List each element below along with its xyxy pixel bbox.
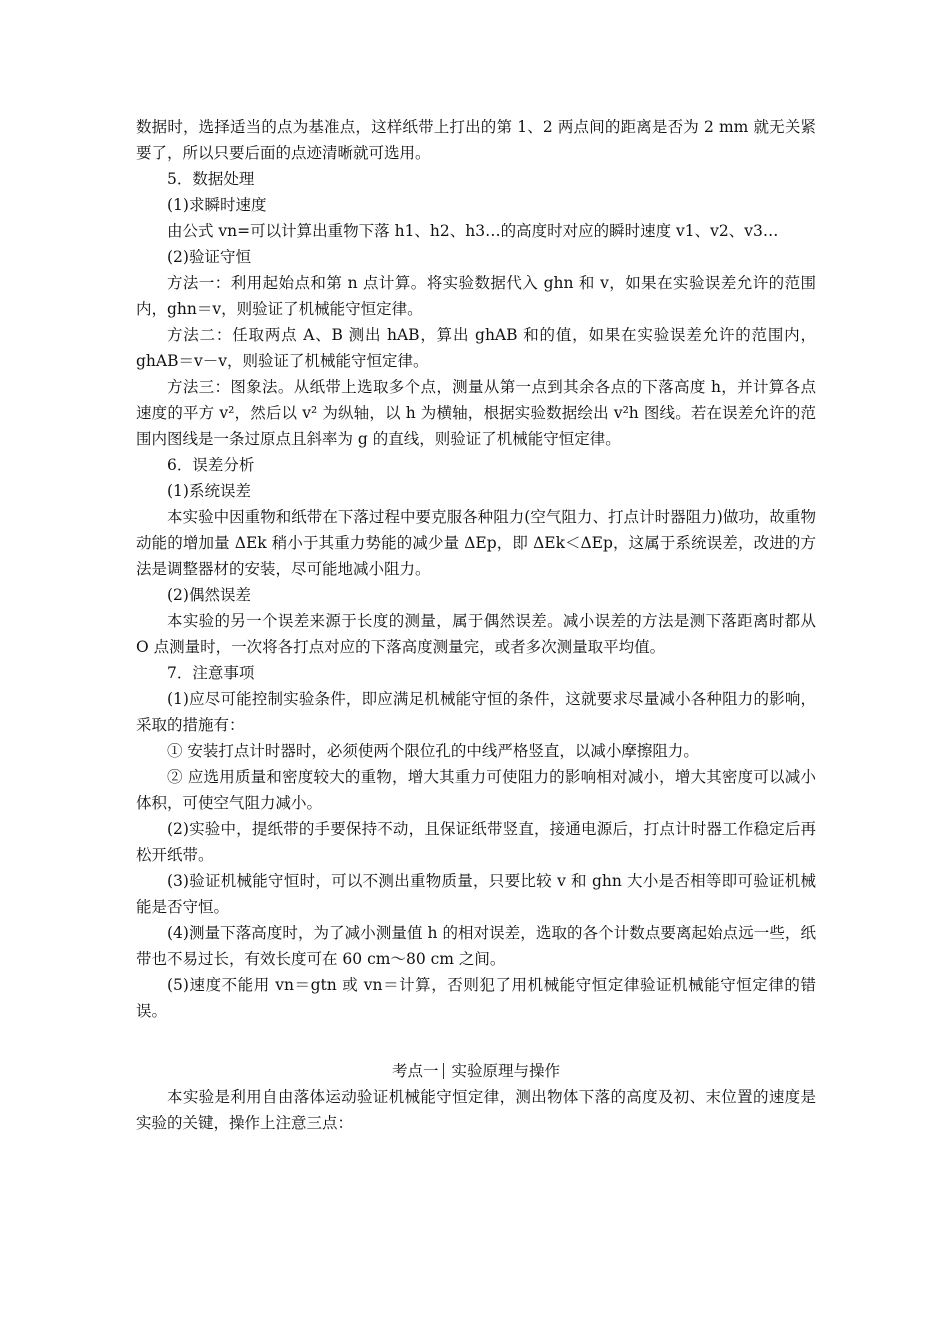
- subheading-instant-velocity: (1)求瞬时速度: [167, 196, 267, 214]
- paragraph: (5)速度不能用 vn＝gtn 或 vn＝计算，否则犯了用机械能守恒定律验证机械能守恒定律的错误。: [136, 976, 816, 1020]
- subheading-random-error: (2)偶然误差: [167, 586, 251, 604]
- paragraph: 本实验的另一个误差来源于长度的测量，属于偶然误差。减小误差的方法是测下落距离时都从 O 点测量时，一次将各打点对应的下落高度测量完，或者多次测量取平均值。: [136, 612, 816, 656]
- list-item: ② 应选用质量和密度较大的重物，增大其重力可使阻力的影响相对减小，增大其密度可以减小体积，可使空气阻力减小。: [136, 768, 816, 812]
- document-body: [136, 114, 816, 1136]
- paragraph: 本实验是利用自由落体运动验证机械能守恒定律，测出物体下落的高度及初、末位置的速度是实验的关键，操作上注意三点：: [136, 1088, 816, 1132]
- paragraph: (2)实验中，提纸带的手要保持不动，且保证纸带竖直，接通电源后，打点计时器工作稳定后再松开纸带。: [136, 820, 816, 864]
- section-divider: [443, 1063, 444, 1079]
- subheading-verify-conservation: (2)验证守恒: [167, 248, 251, 266]
- paragraph: (4)测量下落高度时，为了减小测量值 h 的相对误差，选取的各个计数点要离起始点远一些，纸带也不易过长，有效长度可在 60 cm～80 cm 之间。: [136, 924, 816, 968]
- section-heading-notes: 7．注意事项: [167, 664, 255, 682]
- paragraph: 数据时，选择适当的点为基准点，这样纸带上打出的第 1、2 两点间的距离是否为 2 mm 就无关紧要了，所以只要后面的点迹清晰就可选用。: [136, 118, 816, 162]
- paragraph: 由公式 vn=可以计算出重物下落 h1、h2、h3…的高度时对应的瞬时速度 v1、v2、v3…: [167, 222, 779, 240]
- section-heading-data-processing: 5．数据处理: [167, 170, 255, 188]
- paragraph: 本实验中因重物和纸带在下落过程中要克服各种阻力(空气阻力、打点计时器阻力)做功，故重物动能的增加量 ΔEk 稍小于其重力势能的减少量 ΔEp，即 ΔEk＜ΔEp，这属于系统误差，改进的方法是调整器材的安装，尽可能地减小阻力。: [136, 508, 816, 578]
- section-title-text: 实验原理与操作: [451, 1062, 561, 1080]
- paragraph: (3)验证机械能守恒时，可以不测出重物质量，只要比较 v 和 ghn 大小是否相等即可验证机械能是否守恒。: [136, 872, 816, 916]
- section-label: 考点一: [391, 1062, 439, 1080]
- spacer: [136, 1024, 816, 1052]
- paragraph-method-three: 方法三：图象法。从纸带上选取多个点，测量从第一点到其余各点的下落高度 h，并计算各点速度的平方 v²，然后以 v² 为纵轴，以 h 为横轴，根据实验数据绘出 v²h 图线。若在误差允许的范围内图线是一条过原点且斜率为 g 的直线，则验证了机械能守恒定律。: [136, 378, 816, 448]
- paragraph-method-one: 方法一：利用起始点和第 n 点计算。将实验数据代入 ghn 和 v，如果在实验误差允许的范围内，ghn＝v，则验证了机械能守恒定律。: [136, 274, 816, 318]
- paragraph-method-two: 方法二：任取两点 A、B 测出 hAB，算出 ghAB 和的值，如果在实验误差允许的范围内，ghAB＝v－v，则验证了机械能守恒定律。: [136, 326, 816, 370]
- section-title: [136, 1058, 816, 1084]
- section-heading-error-analysis: 6．误差分析: [167, 456, 255, 474]
- subheading-systematic-error: (1)系统误差: [167, 482, 251, 500]
- paragraph: (1)应尽可能控制实验条件，即应满足机械能守恒的条件，这就要求尽量减小各种阻力的影响，采取的措施有：: [136, 690, 816, 734]
- list-item: ① 安装打点计时器时，必须使两个限位孔的中线严格竖直，以减小摩擦阻力。: [167, 742, 699, 760]
